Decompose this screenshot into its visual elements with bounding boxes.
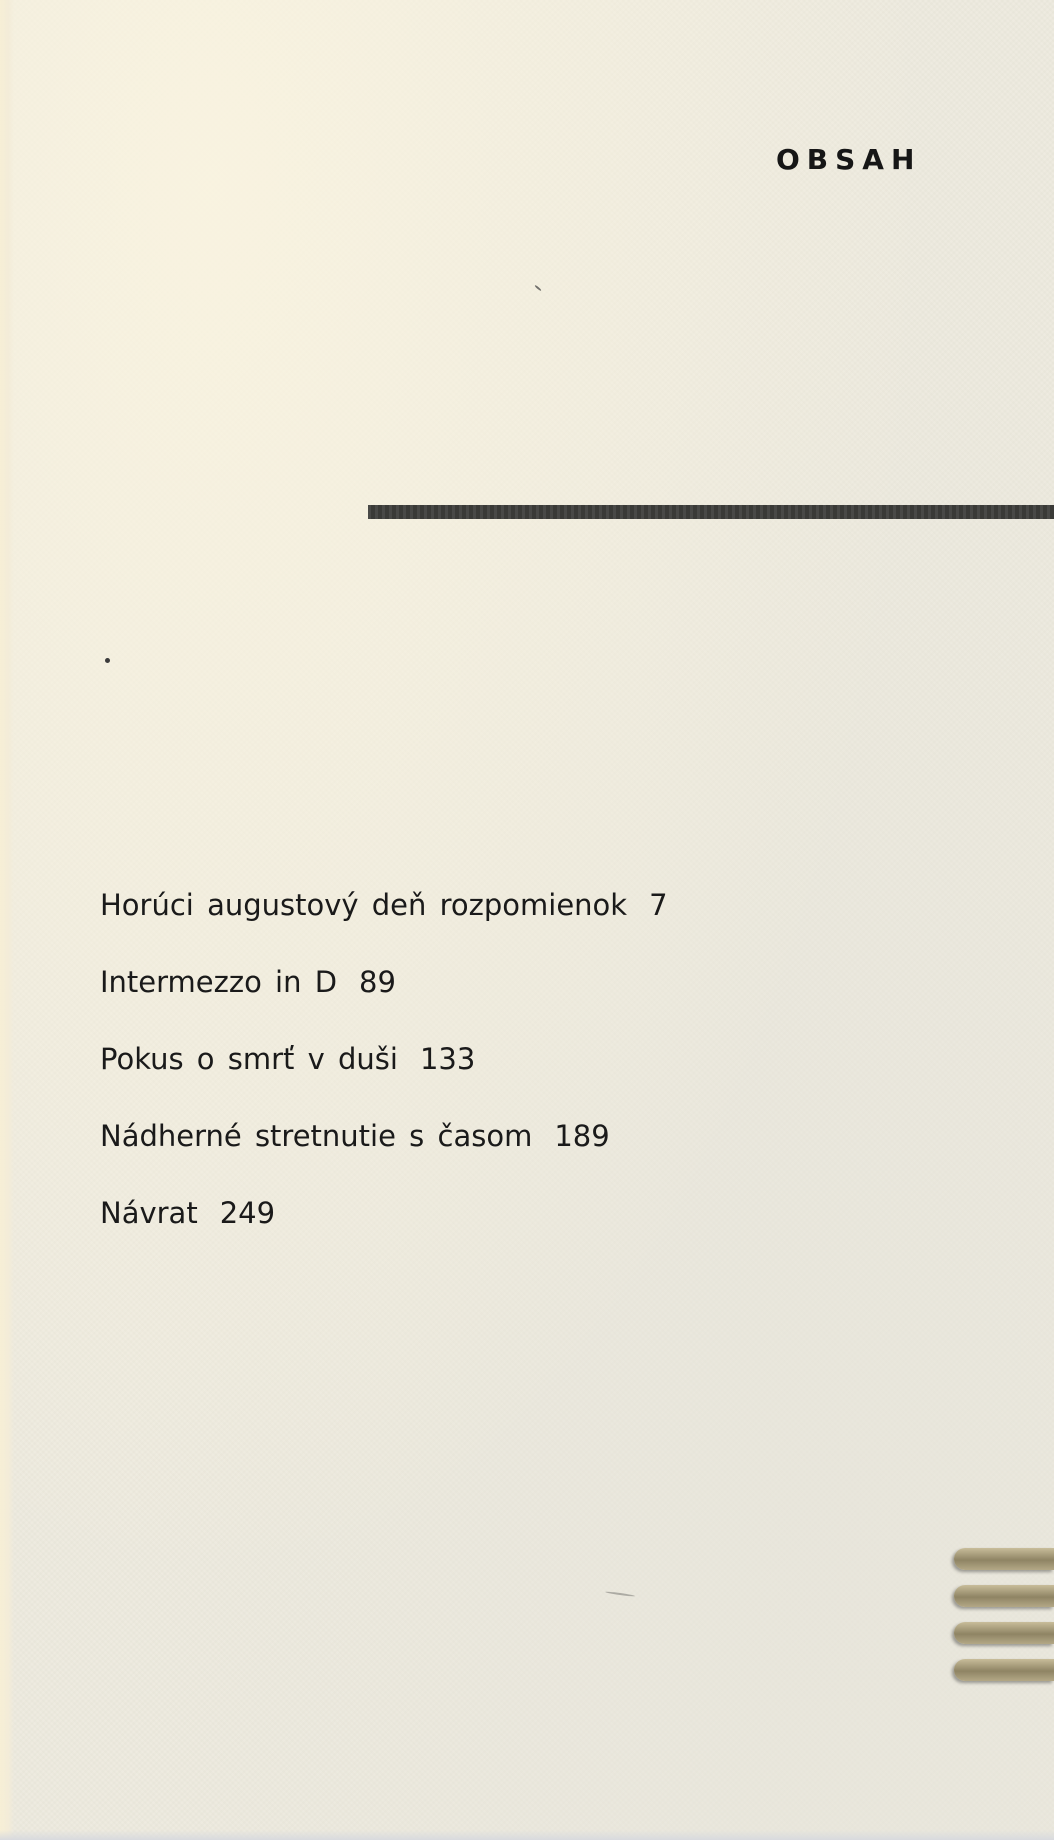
toc-entry-page: 133 <box>419 1042 476 1076</box>
toc-entry-page: 189 <box>554 1119 610 1153</box>
ink-speck <box>534 285 541 292</box>
toc-entry-title: Návrat <box>100 1196 198 1230</box>
page-left-edge <box>0 0 14 1840</box>
page-bottom-edge <box>0 1830 1054 1840</box>
binder-clip <box>954 1659 1054 1681</box>
toc-entry-page: 249 <box>219 1196 276 1230</box>
binder-clip <box>954 1622 1054 1644</box>
toc-entry-page: 7 <box>649 888 668 922</box>
toc-entry-title: Pokus o smrť v duši <box>100 1042 398 1076</box>
toc-entry-title: Horúci augustový deň rozpomienok <box>100 888 628 922</box>
toc-entry-page: 89 <box>359 965 396 999</box>
page-title: OBSAH <box>776 143 922 176</box>
ink-speck <box>605 1591 635 1597</box>
toc-entry <box>100 1193 668 1270</box>
binder-clip <box>954 1585 1054 1607</box>
toc-entry <box>100 1116 668 1193</box>
toc-entry <box>100 885 668 962</box>
toc-entry-title: Intermezzo in D <box>100 965 338 999</box>
toc-entry <box>100 962 668 1039</box>
binder-clip <box>954 1548 1054 1570</box>
decorative-rule <box>368 505 1054 519</box>
toc-entry-title: Nádherné stretnutie s časom <box>100 1119 533 1153</box>
toc-entry <box>100 1039 668 1116</box>
ink-speck <box>105 658 110 663</box>
table-of-contents <box>100 885 668 1270</box>
